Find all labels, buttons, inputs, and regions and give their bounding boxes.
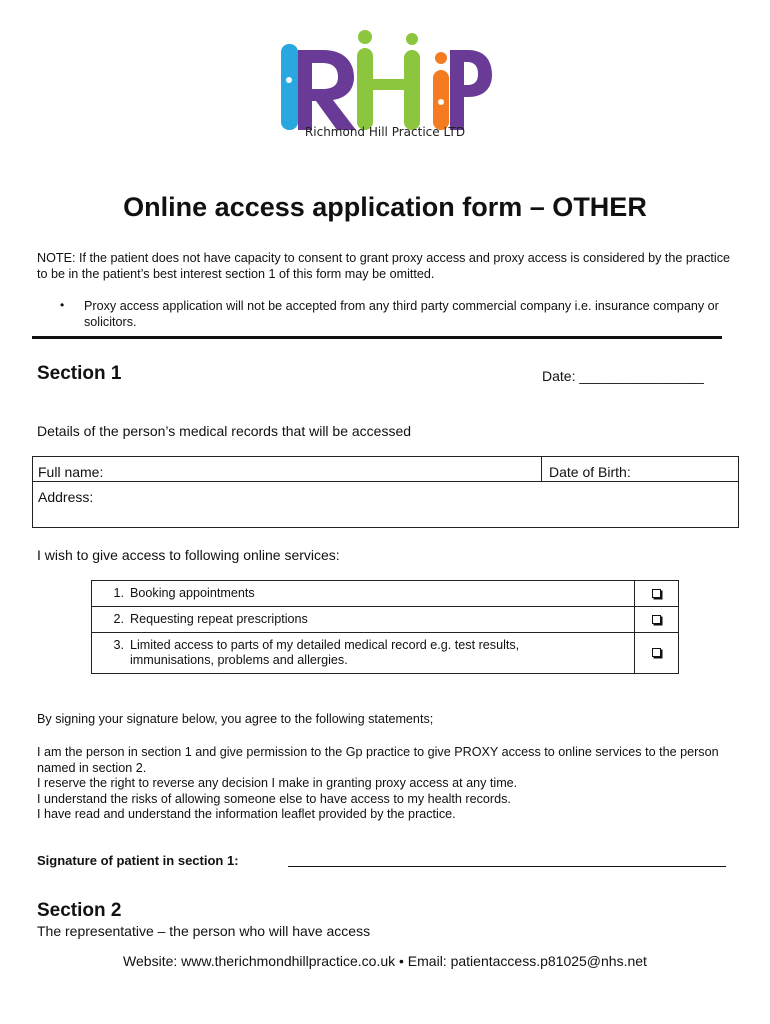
service-label: Limited access to parts of my detailed medical record e.g. test results, immunisations, problems and allergies.: [130, 638, 520, 667]
signature-field[interactable]: [288, 866, 726, 867]
statement: I understand the risks of allowing someone else to have access to my health records.: [37, 791, 511, 806]
service-number: 1.: [113, 586, 124, 600]
checkbox-medical-record[interactable]: [652, 648, 661, 657]
statements: [37, 745, 737, 823]
logo-caption: Richmond Hill Practice LTD: [304, 125, 466, 139]
service-row: [92, 633, 679, 674]
signing-intro: By signing your signature below, you agree to the following statements;: [37, 712, 434, 726]
service-label: Requesting repeat prescriptions: [130, 612, 308, 626]
service-label: Booking appointments: [130, 586, 255, 600]
full-name-field[interactable]: Full name:: [38, 464, 104, 480]
service-cell: [92, 607, 635, 633]
statement: I reserve the right to reverse any decision I make in granting proxy access at any time.: [37, 776, 518, 790]
details-label: Details of the person’s medical records that will be accessed: [37, 423, 412, 439]
statement: I have read and understand the information leaflet provided by the practice.: [37, 807, 456, 821]
checkbox-booking-appointments[interactable]: [652, 589, 661, 598]
section-2-heading: Section 2: [37, 900, 122, 921]
date-of-birth-field[interactable]: Date of Birth:: [549, 464, 631, 480]
signature-label: Signature of patient in section 1:: [37, 853, 239, 868]
footer-contact: Website: www.therichmondhillpractice.co.uk • Email: patientaccess.p81025@nhs.net: [123, 953, 647, 969]
person-details-box: [32, 456, 739, 528]
service-checkbox-cell: [635, 633, 679, 674]
service-checkbox-cell: [635, 607, 679, 633]
service-row: [92, 581, 679, 607]
address-field[interactable]: Address:: [38, 489, 94, 505]
divider: [32, 336, 722, 339]
services-intro: I wish to give access to following online services:: [37, 547, 340, 563]
person-details-row: [33, 457, 738, 482]
service-checkbox-cell: [635, 581, 679, 607]
statement: I am the person in section 1 and give permission to the Gp practice to give PROXY access to online services to the person named in section 2.: [37, 745, 719, 775]
date-field[interactable]: Date: ________________: [542, 368, 704, 384]
page-title: Online access application form – OTHER: [123, 192, 647, 222]
service-number: 2.: [113, 612, 124, 626]
service-cell: [92, 633, 635, 674]
note-text: NOTE: If the patient does not have capacity to consent to grant proxy access and proxy access is considered by the practice to be in the patient’s best interest section 1 of this form may be omitted.: [37, 251, 731, 281]
bullet-text: Proxy access application will not be accepted from any third party commercial company i.e. insurance company or solicitors.: [84, 299, 719, 329]
section-1-heading: Section 1: [37, 363, 122, 384]
service-row: [92, 607, 679, 633]
bullet-icon: •: [60, 298, 65, 312]
column-divider: [541, 457, 542, 482]
section-2-subtitle: The representative – the person who will have access: [37, 923, 371, 939]
checkbox-repeat-prescriptions[interactable]: [652, 615, 661, 624]
service-number: 3.: [113, 638, 124, 652]
services-table: [91, 580, 679, 674]
service-cell: [92, 581, 635, 607]
